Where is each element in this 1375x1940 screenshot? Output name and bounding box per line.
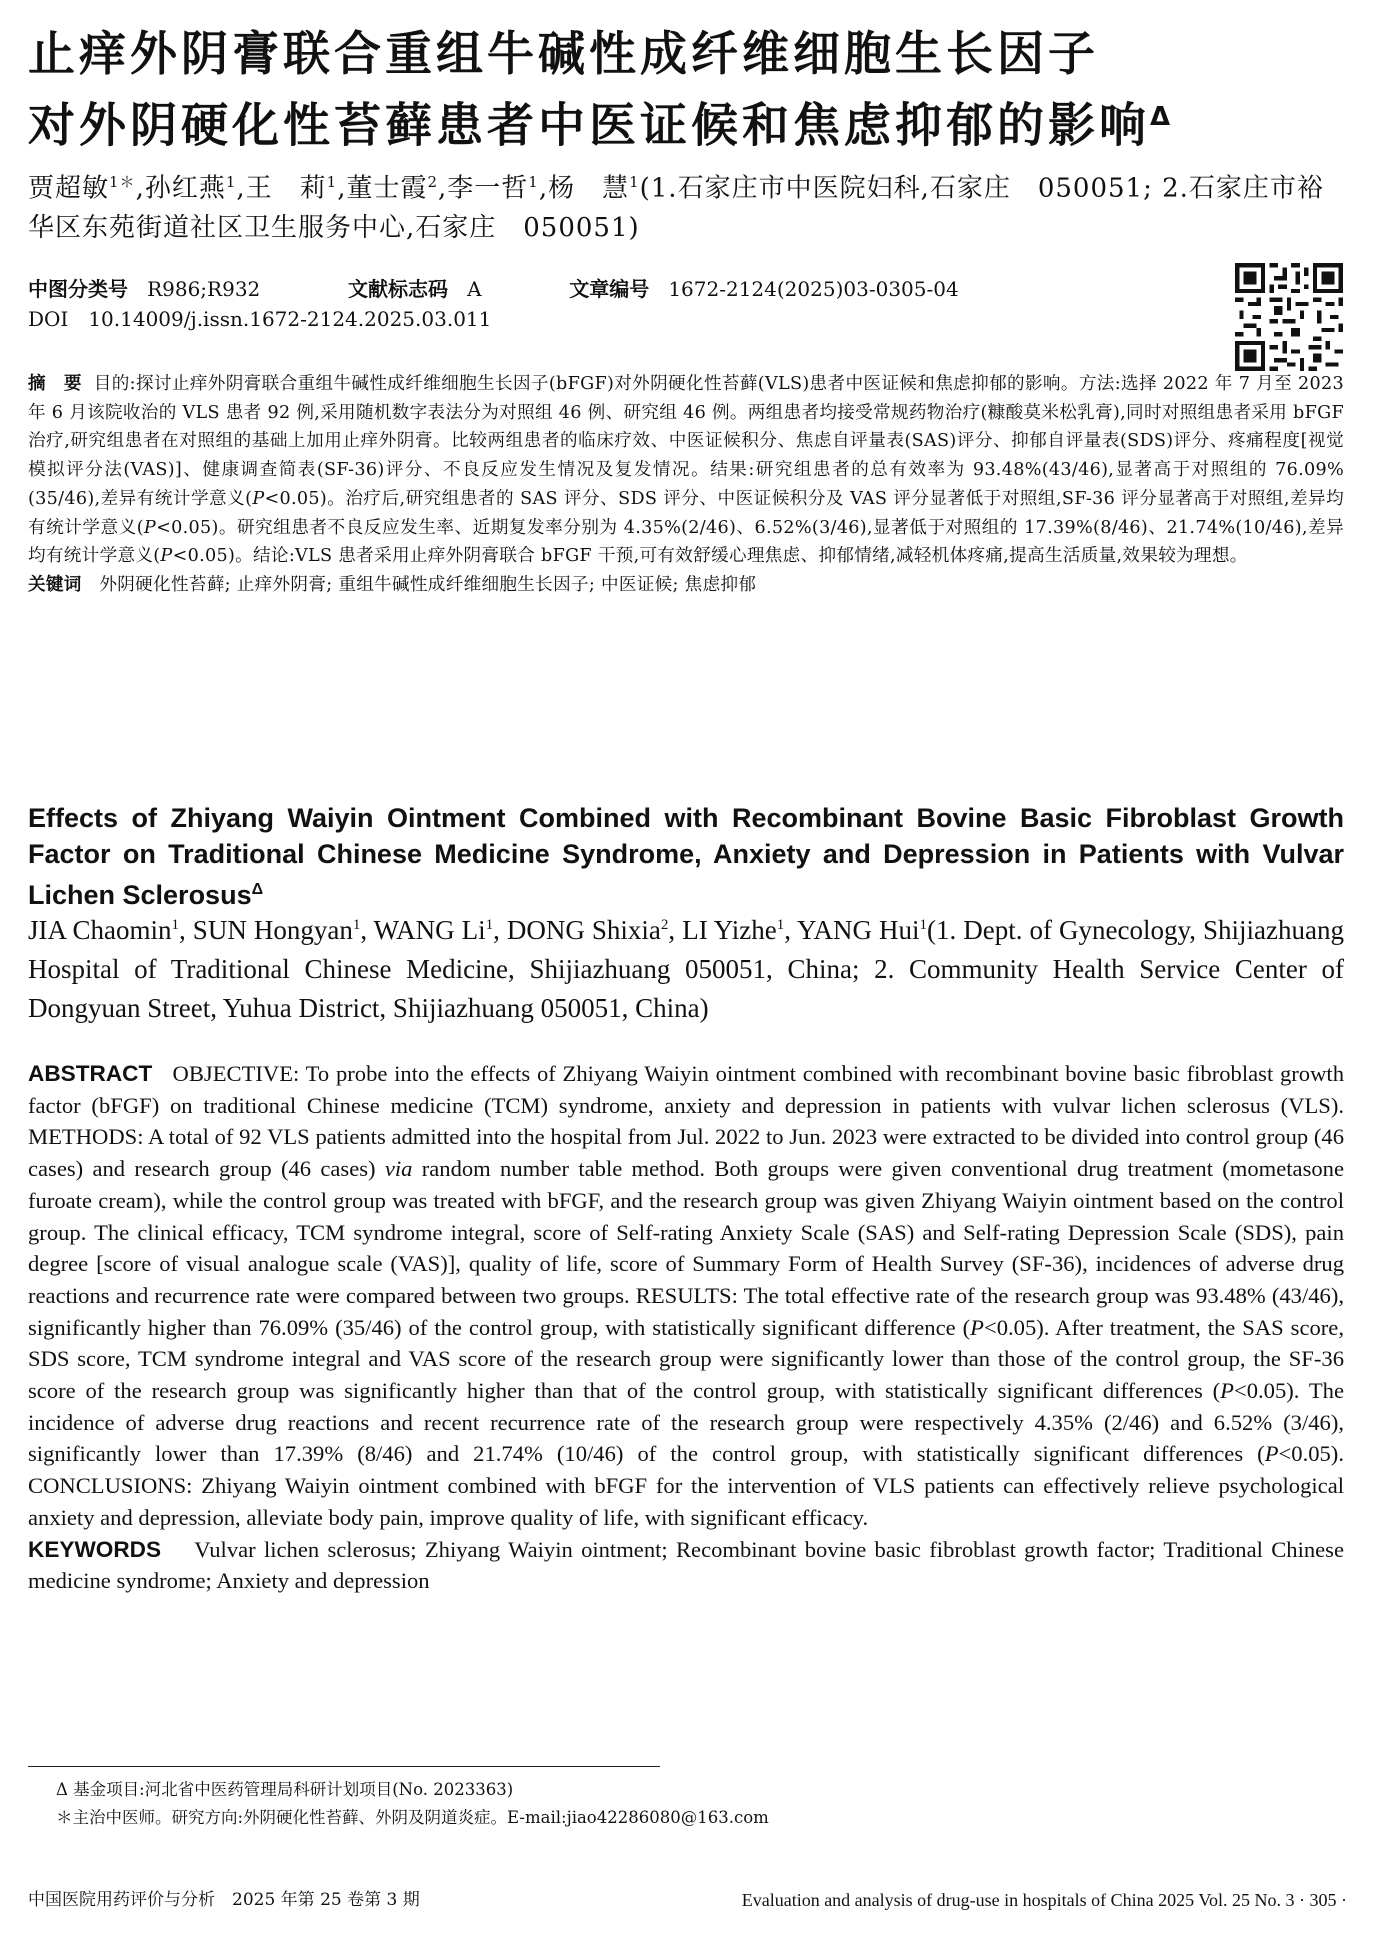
abstract-cn-label: 摘 要 (28, 374, 82, 394)
authors-en: JIA Chaomin$^1$, SUN Hongyan$^1$, WANG Li$^1$, DONG Shixia$^2$, LI Yizhe$^1$, YANG Hui$^1$(1. Dept. of Gynecology, Shijiazhuang Hospital of Traditional Chinese Medicine, Shijiazhuang 050051, China; 2. Community Health Service Center of Dongyuan Street, Yuhua District, Shijiazhuang 050051, China) (28, 915, 1344, 1023)
keywords-en: Vulvar lichen sclerosus; Zhiyang Waiyin ointment; Recombinant bovine basic fibroblast growth factor; Traditional Chinese medicine syndrome; Anxiety and depression (28, 1536, 1345, 1594)
keywords-cn: 外阴硬化性苔藓; 止痒外阴膏; 重组牛碱性成纤维细胞生长因子; 中医证候; 焦虑抑郁 (99, 574, 757, 595)
title-cn (28, 24, 1348, 158)
abstract-cn: 摘 要 目的:探讨止痒外阴膏联合重组牛碱性成纤维细胞生长因子(bFGF)对外阴硬化性苔藓(VLS)患者中医证候和焦虑抑郁的影响。方法:选择 2022 年 7 月至 2023 年 6 月该院收治的 VLS 患者 92 例,采用随机数字表法分为对照组 46 例、研究组 46 例。两组患者均接受常规药物治疗(糠酸莫米松乳膏),同时对照组患者采用 bFGF 治疗,研究组患者在对照组的基础上加用止痒外阴膏。比较两组患者的临床疗效、中医证候积分、焦虑自评量表(SAS)评分、抑郁自评量表(SDS)评分、疼痛程度[视觉模拟评分法(VAS)]、健康调查简表(SF-36)评分、不良反应发生情况及复发情况。结果:研究组患者的总有效率为 93.48%(43/46),显著高于对照组的 76.09%(35/46),差异有统计学意义(P<0.05)。治疗后,研究组患者的 SAS 评分、SDS 评分、中医证候积分及 VAS 评分显著低于对照组,SF-36 评分显著高于对照组,差异均有统计学意义(P<0.05)。研究组患者不良反应发生率、近期复发率分别为 4.35%(2/46)、6.52%(3/46),显著低于对照组的 17.39%(8/46)、21.74%(10/46),差异均有统计学意义(P<0.05)。结论:VLS 患者采用止痒外阴膏联合 bFGF 干预,可有效舒缓心理焦虑、抑郁情绪,减轻机体疼痛,提高生活质量,效果较为理想。 关键词 外阴硬化性苔藓; 止痒外阴膏; 重组牛碱性成纤维细胞生长因子; 中医证候; 焦虑抑郁 (28, 374, 1345, 595)
title-en: Effects of Zhiyang Waiyin Ointment Combined with Recombinant Bovine Basic Fibroblast Growth Factor on Traditional Chinese Medicine Syndrome, Anxiety and Depression in Patients with Vulvar Lichen Sclerosus$^\Delta$ (28, 803, 1344, 910)
affiliation-cn: (1.石家庄市中医院妇科,石家庄 050051; 2.石家庄市裕华区东苑街道社区卫生服务中心,石家庄 050051) (28, 173, 1324, 243)
running-footer-left: 中国医院用药评价与分析 2025 年第 25 卷第 3 期 (28, 1890, 420, 1910)
title-line-1: 止痒外阴膏联合重组牛碱性成纤维细胞生长因子 (28, 27, 1099, 82)
abstract-en-label: ABSTRACT (28, 1061, 153, 1086)
running-footer-right: Evaluation and analysis of drug-use in hospitals of China 2025 Vol. 25 No. 3 · 305 · (741, 1890, 1347, 1910)
classification-line: 中图分类号 R986;R932 文献标志码 A 文章编号 1672-2124(2025)03-0305-04 (28, 277, 959, 301)
affiliation-en: (1. Dept. of Gynecology, Shijiazhuang Hospital of Traditional Chinese Medicine, Shijiazhuang 050051, China; 2. Community Health Service Center of Dongyuan Street, Yuhua District, Shijiazhuang 050051, China) (28, 915, 1344, 1023)
title-line-2: 对外阴硬化性苔藓患者中医证候和焦虑抑郁的影响$^\Delta$ (28, 98, 1171, 154)
keywords-cn-label: 关键词 (28, 574, 82, 595)
footnote-author: ＊主治中医师。研究方向:外阴硬化性苔藓、外阴及阴道炎症。E-mail:jiao42286080@163.com (56, 1808, 769, 1827)
doi: DOI 10.14009/j.issn.1672-2124.2025.03.011 (28, 307, 492, 331)
keywords-en-label: KEYWORDS (28, 1536, 162, 1562)
qr-code (1235, 263, 1343, 371)
footnote-rule (28, 1766, 660, 1767)
abstract-en: ABSTRACT OBJECTIVE: To probe into the effects of Zhiyang Waiyin ointment combined with recombinant bovine basic fibroblast growth factor (bFGF) on traditional Chinese medicine (TCM) syndrome, anxiety and depression in patients with vulvar lichen sclerosus (VLS). METHODS: A total of 92 VLS patients admitted into the hospital from Jul. 2022 to Jun. 2023 were extracted to be divided into control group (46 cases) and research group (46 cases) via random number table method. Both groups were given conventional drug treatment (mometasone furoate cream), while the control group was treated with bFGF, and the research group was given Zhiyang Waiyin ointment based on the control group. The clinical efficacy, TCM syndrome integral, score of Self-rating Anxiety Scale (SAS) and Self-rating Depression Scale (SDS), pain degree [score of visual analogue scale (VAS)], quality of life, score of Summary Form of Health Survey (SF-36), incidences of adverse drug reactions and recurrence rate were compared between two groups. RESULTS: The total effective rate of the research group was 93.48% (43/46), significantly higher than 76.09% (35/46) of the control group, with statistically significant difference (P<0.05). After treatment, the SAS score, SDS score, TCM syndrome integral and VAS score of the research group were significantly lower than those of the control group, the SF-36 score of the research group was significantly higher than that of the control group, with statistically significant differences (P<0.05). The incidence of adverse drug reactions and recent recurrence rate of the research group were respectively 4.35% (2/46) and 6.52% (3/46), significantly lower than 17.39% (8/46) and 21.74% (10/46) of the control group, with statistically significant differences (P<0.05). CONCLUSIONS: Zhiyang Waiyin ointment combined with bFGF for the intervention of VLS patients can effectively relieve psychological anxiety and depression, alleviate body pain, improve quality of life, with significant efficacy. KEYWORDS Vulvar lichen sclerosus; Zhiyang Waiyin ointment; Recombinant bovine basic fibroblast growth factor; Traditional Chinese medicine syndrome; Anxiety and depression (28, 1061, 1345, 1594)
authors-cn: 贾超敏$^{1*}$,孙红燕$^1$,王 莉$^1$,董士霞$^2$,李一哲$^1$,杨 慧$^1$(1.石家庄市中医院妇科,石家庄 050051; 2.石家庄市裕华区东苑街道社区卫生服务中心,石家庄 050051) (28, 173, 1324, 243)
footnote-fund: Δ 基金项目:河北省中医药管理局科研计划项目(No. 2023363) (56, 1780, 514, 1799)
fund-mark: Δ (1150, 102, 1171, 132)
